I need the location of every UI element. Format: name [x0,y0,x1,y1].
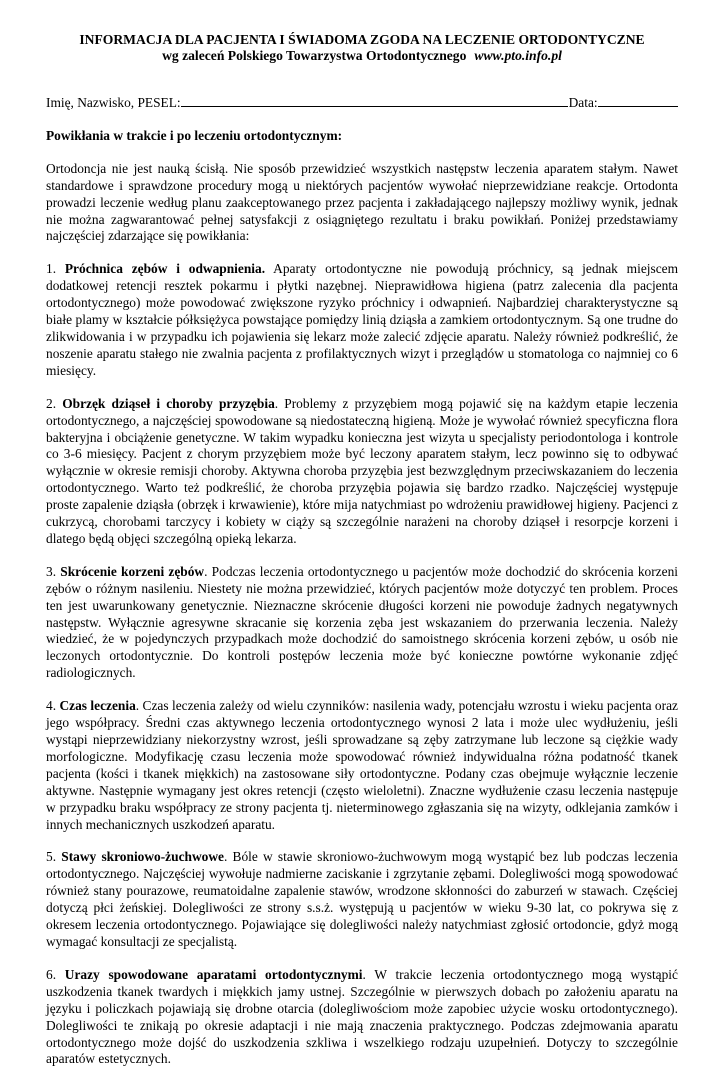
complication-item-3 [46,564,678,682]
item-number: 1. [46,261,57,277]
complication-item-2 [46,396,678,548]
complication-item-4 [46,698,678,833]
date-label: Data: [568,95,598,110]
date-field[interactable] [598,94,678,107]
patient-fields [46,94,678,112]
document-subtitle [46,48,678,64]
item-text: . W trakcie leczenia ortodontycznego mogą wystąpić uszkodzenia tkanek twardych i miękkich jamy ustnej. Szczególnie w pierwszych dobach po założeniu aparatu na języku i policzkach pojawiają się drobne otarcia (dolegliwościom może zapobiec użycie wosku ortodontycznego). Dolegliwości te znikają po okresie adaptacji i nie mają znaczenia praktycznego. Podczas zdejmowania aparatu ortodontycznego może dojść do uszkodzenia szkliwa i wszelkiego rodzaju uzupełnień. Dotyczy to szczególnie aparatów estetycznych. [46,966,678,1067]
item-title: Próchnica zębów i odwapnienia. [64,261,266,277]
website-link[interactable]: www.pto.info.pl [474,48,562,63]
complication-item-6 [46,967,678,1068]
item-text: . Czas leczenia zależy od wielu czynników: nasilenia wady, potencjału wzrostu i wieku pacjenta oraz jego współpracy. Średni czas aktywnego leczenia ortodontycznego wynosi 2 lata i może ulec wydłużeniu, jeśli wystąpi nieprzewidziany niekorzystny wzrost, jeśli sprowadzane są zęby zatrzymane lub leczone są ciężkie wady morfologiczne. Modyfikację czasu leczenia może spowodować również indywidualna różna podatność tkanek pacjenta (kości i tkanek miękkich) na zastosowane siły ortodontyczne. Podany czas obejmuje wyłącznie leczenie aktywne. Następnie wymagany jest okres retencji (często wieloletni). Znaczne wydłużenie czasu leczenia następuje w przypadku braku współpracy ze strony pacjenta tj. nieterminowego zgłaszania się na wizyty, odklejania zamków i innych mechanicznych uszkodzeń aparatu. [46,698,678,832]
name-pesel-field[interactable] [181,94,568,107]
item-title: Obrzęk dziąseł i choroby przyzębia [62,395,275,411]
section-title: Powikłania w trakcie i po leczeniu ortodontycznym: [46,127,343,143]
item-text: . Problemy z przyzębiem mogą pojawić się na każdym etapie leczenia ortodontycznego, a najczęściej spowodowane są niedostateczną higieną. Może je wywołać również specyficzna flora bakteryjna i obciążenie genetyczne. W takim wypadku konieczna jest wizyta u specjalisty periodontologa i kontrole co 3-6 miesięcy. Pacjent z chorym przyzębiem może być leczony aparatem stałym, lecz powinno się to odbywać wyłącznie w okresie remisji choroby. Aktywna choroba przyzębia jest bezwzględnym przeciwskazaniem do leczenia ortodontycznego. Warto też podkreślić, że choroba przyzębia pojawia się bardzo rzadko. Najczęściej występuje proste zapalenie dziąsła (obrzęk i krwawienie), które mija natychmiast po wdrożeniu prawidłowej higieny. Pacjenci z cukrzycą, chorobami tarczycy i kobiety w ciąży są szczególnie narażeni na choroby dziąseł i resorpcje korzeni i dlatego będą objęci szczególną opieką lekarza. [46,395,678,546]
item-text: . Bóle w stawie skroniowo-żuchwowym mogą wystąpić bez lub podczas leczenia ortodontycznego. Najczęściej wywołuje nadmierne zaciskanie i zgrzytanie zębami. Dolegliwości mogą spowodować również stany pourazowe, reumatoidalne zapalenie stawów, wrodzone skłonności do zaburzeń w stawach. Częściej dotyczą płci żeńskiej. Dolegliwości ze strony s.s.ż. występują u pacjentów w wieku 9-30 lat, co pokrywa się z okresem leczenia ortodontycznego. Pojawiające się dolegliwości należy natychmiast zgłosić ortodoncie, gdyż mogą wymagać konsultacji ze specjalistą. [46,849,678,949]
item-number: 2. [46,395,57,411]
item-title: Czas leczenia [59,698,136,714]
item-text: . Podczas leczenia ortodontycznego u pacjentów może dochodzić do skrócenia korzeni zębów o różnym nasileniu. Niestety nie można przewidzieć, których pacjentów może dotyczyć ten problem. Proces ten jest uwarunkowany genetycznie. Nieznaczne skrócenie długości korzeni nie powoduje żadnych negatywnych następstw. Wyłącznie agresywne skracanie się korzenia zęba jest wskazaniem do przerwania leczenia. Należy wiedzieć, że w pojedynczych przypadkach może dochodzić do samoistnego skrócenia korzeni zębów, u osób nie leczonych ortodontycznie. Do kontroli postępów leczenia może być konieczne powtórne wykonanie zdjęć radiologicznych. [46,563,678,681]
complication-item-5 [46,849,678,950]
item-title: Skrócenie korzeni zębów [60,563,205,579]
document-title: INFORMACJA DLA PACJENTA I ŚWIADOMA ZGODA NA LECZENIE ORTODONTYCZNE [79,32,645,47]
subtitle-text: wg zaleceń Polskiego Towarzystwa Ortodontycznego [162,48,467,63]
item-number: 3. [46,563,57,579]
item-text: Aparaty ortodontyczne nie powodują próchnicy, są jednak miejscem dodatkowej retencji resztek pokarmu i płytki nazębnej. Nieprawidłowa higiena (patrz zalecenia dla pacjenta ortodontycznego) może powodować zwiększone ryzyko próchnicy i odwapnień. Najbardziej charakterystyczne są białe plamy w kształcie półksiężyca powstające pomiędzy linią dziąsła a zamkiem ortodontycznym. Są one trudne do zlikwidowania i w przypadku ich pojawienia się lekarz może zalecić zdjęcie aparatu. Należy również podkreślić, że noszenie aparatu stałego nie zwalnia pacjenta z profilaktycznych wizyt i przeglądów u stomatologa co najmniej co 6 miesięcy. [46,261,678,378]
intro-paragraph: Ortodoncja nie jest nauką ścisłą. Nie sposób przewidzieć wszystkich następstw leczenia aparatem stałym. Nawet standardowe i sprawdzone procedury mogą u niektórych pacjentów wywołać nieprzewidziane reakcje. Ortodonta prowadzi leczenie według planu zaakceptowanego przez pacjenta i zakładającego najlepszy możliwy wynik, jednak nie można zagwarantować pełnej satysfakcji z osiągniętego rezultatu i braku powikłań. Poniżej przedstawiamy najczęściej zdarzające się powikłania: [46,160,678,244]
item-number: 6. [46,966,57,982]
item-title: Stawy skroniowo-żuchwowe [61,849,224,865]
name-label: Imię, Nazwisko, PESEL: [46,95,181,110]
item-title: Urazy spowodowane aparatami ortodontycznymi [64,966,363,982]
item-number: 4. [46,698,57,714]
complication-item-1 [46,261,678,379]
item-number: 5. [46,849,57,865]
